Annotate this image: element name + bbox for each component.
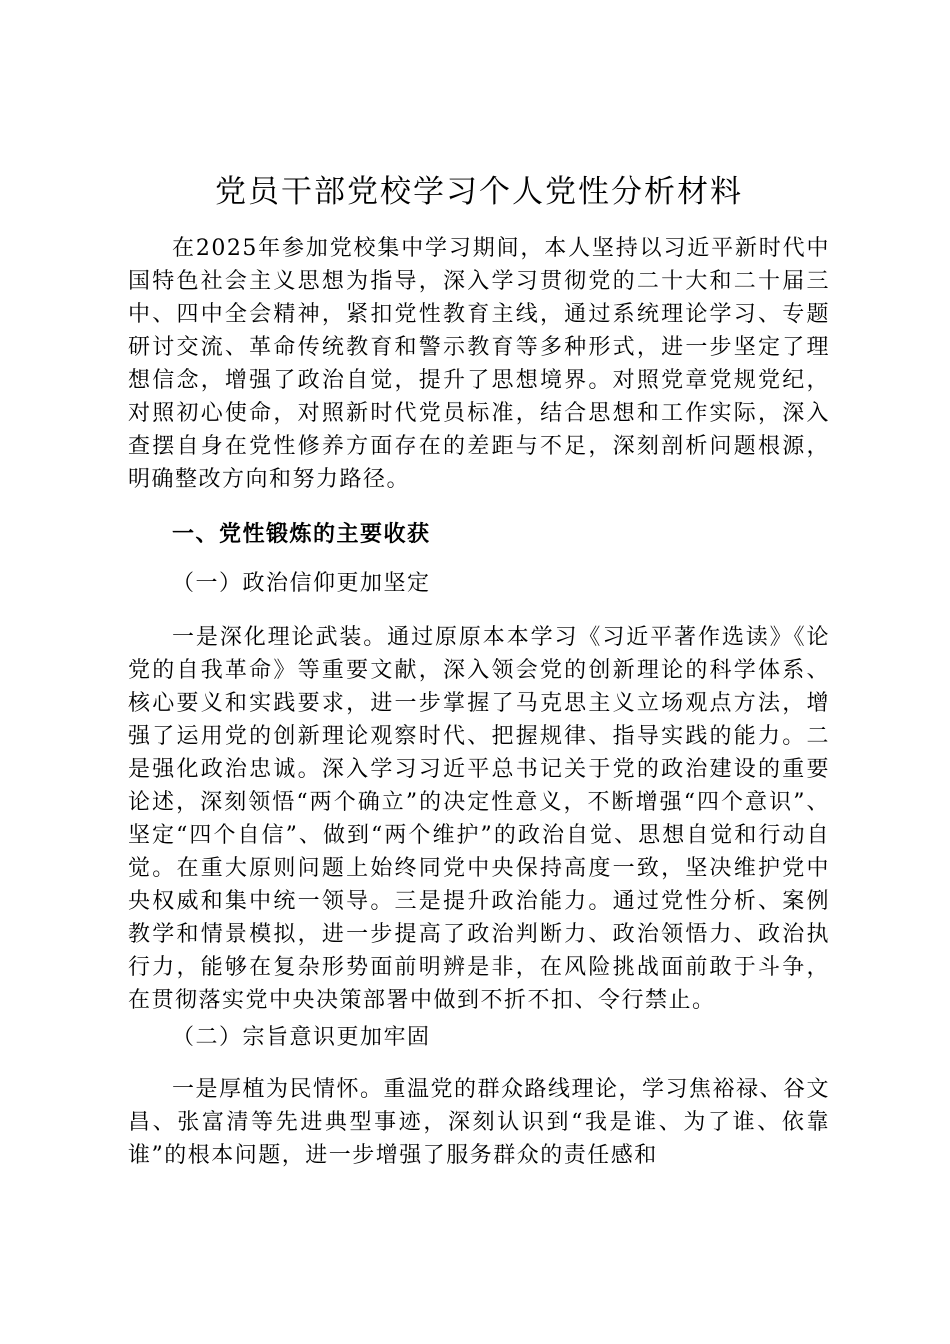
section-heading-1: 一、党性锻炼的主要收获 xyxy=(172,521,431,547)
subsection-2-body: 一是厚植为民情怀。重温党的群众路线理论，学习焦裕禄、谷文昌、张富清等先进典型事迹，深刻认识到“我是谁、为了谁、依靠谁”的根本问题，进一步增强了服务群众的责任感和 xyxy=(128,1077,831,1168)
document-title: 党员干部党校学习个人党性分析材料 xyxy=(215,174,743,210)
subsection-heading-2: （二）宗旨意识更加牢固 xyxy=(172,1025,431,1050)
subsection-heading-1: （一）政治信仰更加坚定 xyxy=(172,571,431,596)
subsection-1-body: 一是深化理论武装。通过原原本本学习《习近平著作选读》《论党的自我革命》等重要文献，深入领会党的创新理论的科学体系、核心要义和实践要求，进一步掌握了马克思主义立场观点方法，增强了运用党的创新理论观察时代、把握规律、指导实践的能力。二是强化政治忠诚。深入学习习近平总书记关于党的政治建设的重要论述，深刻领悟“两个确立”的决定性意义，不断增强“四个意识”、坚定“四个自信”、做到“两个维护”的政治自觉、思想自觉和行动自觉。在重大原则问题上始终同党中央保持高度一致，坚决维护党中央权威和集中统一领导。三是提升政治能力。通过党性分析、案例教学和情景模拟，进一步提高了政治判断力、政治领悟力、政治执行力，能够在复杂形势面前明辨是非，在风险挑战面前敢于斗争，在贯彻落实党中央决策部署中做到不折不扣、令行禁止。 xyxy=(128,625,830,1013)
intro-paragraph: 在2025年参加党校集中学习期间，本人坚持以习近平新时代中国特色社会主义思想为指导，深入学习贯彻党的二十大和二十届三中、四中全会精神，紧扣党性教育主线，通过系统理论学习、专题研讨交流、革命传统教育和警示教育等多种形式，进一步坚定了理想信念，增强了政治自觉，提升了思想境界。对照党章党规党纪，对照初心使命，对照新时代党员标准，结合思想和工作实际，深入查摆自身在党性修养方面存在的差距与不足，深刻剖析问题根源，明确整改方向和努力路径。 xyxy=(128,236,830,492)
